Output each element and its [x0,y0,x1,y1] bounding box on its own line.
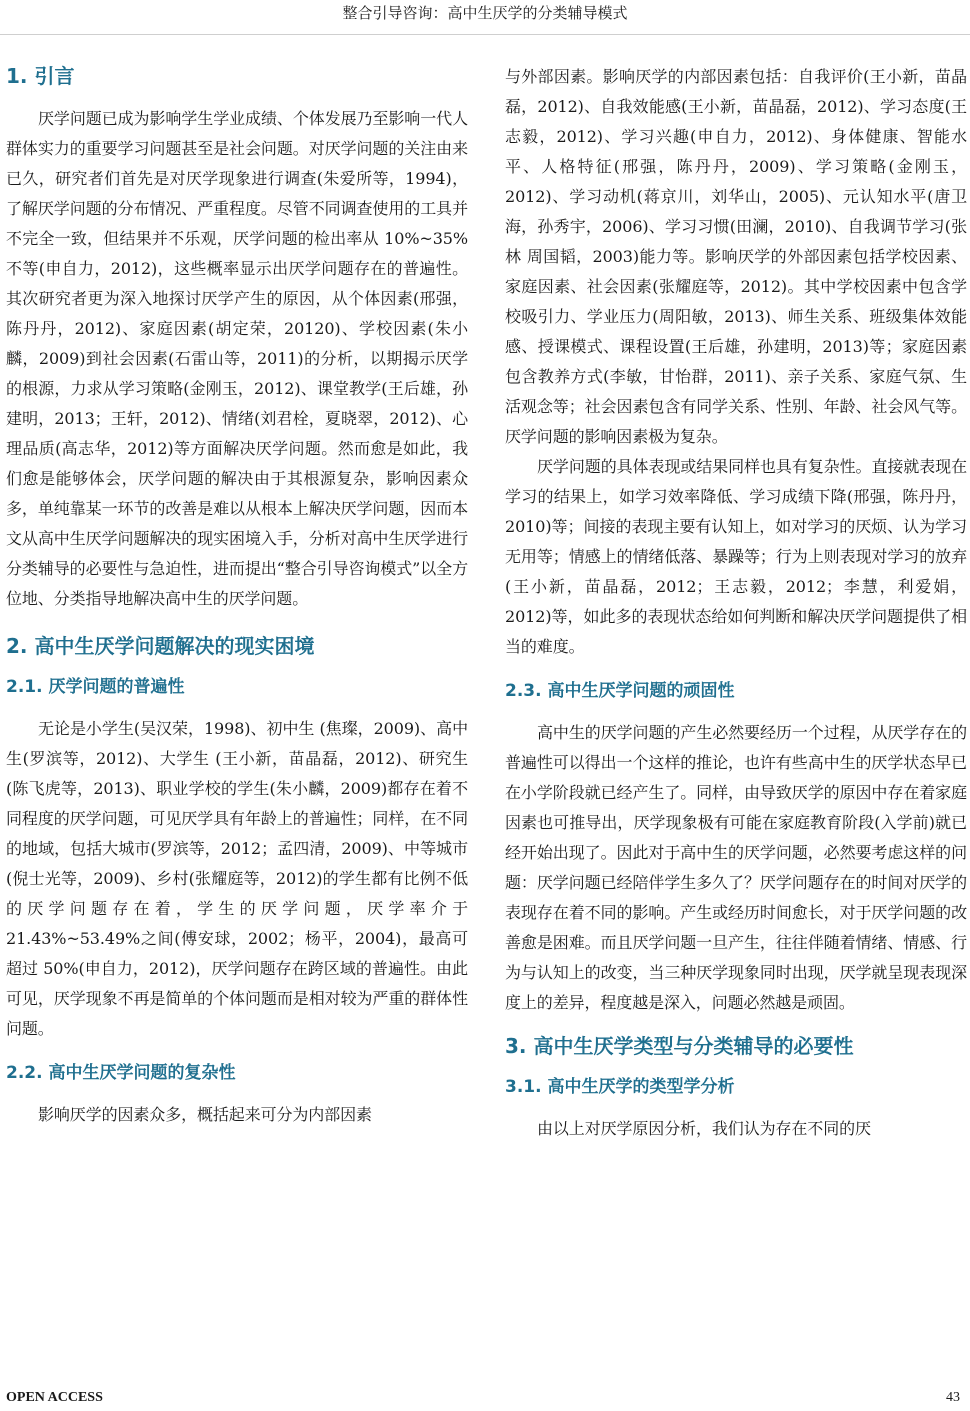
section-2-2-paragraph-start: 影响厌学的因素众多，概括起来可分为内部因素 [38,1105,372,1124]
journal-label: OPEN ACCESS [6,1390,103,1405]
section-2-2-paragraph-2: 厌学问题的具体表现或结果同样也具有复杂性。直接就表现在学习的结果上，如学习效率降低、学习成绩下降(邢强，陈丹丹，2010)等；间接的表现主要有认知上，如对学习的厌烦、认为学习无用等；情感上的情绪低落、暴躁等；行为上则表现对学习的放弃(王小新，苗晶磊，2012；王志毅，2012；李慧，利爱娟，2012)等，如此多的表现状态给如何判断和解决厌学问题提供了相当的难度。 [505,457,967,656]
section-2-2-heading: 2.2. 高中生厌学问题的复杂性 [6,1063,236,1083]
section-2-3-heading: 2.3. 高中生厌学问题的顽固性 [505,681,735,701]
section-3-heading: 3. 高中生厌学类型与分类辅导的必要性 [505,1034,854,1058]
section-1-paragraph: 厌学问题已成为影响学生学业成绩、个体发展乃至影响一代人群体实力的重要学习问题甚至是社会问题。对厌学问题的关注由来已久，研究者们首先是对厌学现象进行调查(朱爱所等，1994)，了解厌学问题的分布情况、严重程度。尽管不同调查使用的工具并不完全一致，但结果并不乐观，厌学问题的检出率从 10%~35%不等(申自力，2012)，这些概率显示出厌学问题存在的普遍性。其次研究者更为深入地探讨厌学产生的原因，从个体因素(邢强，陈丹丹，2012)、家庭因素(胡定荣，20120)、学校因素(朱小麟，2009)到社会因素(石雷山等，2011)的分析，以期揭示厌学的根源，力求从学习策略(金刚玉，2012)、课堂教学(王后雄，孙建明，2013；王轩，2012)、情绪(刘君栓，夏晓翠，2012)、心理品质(高志华，2012)等方面解决厌学问题。然而愈是如此，我们愈是能够体会，厌学问题的解决由于其根源复杂，影响因素众多，单纯靠某一环节的改善是难以从根本上解决厌学问题，因而本文从高中生厌学问题解决的现实困境入手，分析对高中生厌学进行分类辅导的必要性与急迫性，进而提出“整合引导咨询模式”以全方位地、分类指导地解决高中生的厌学问题。 [6,109,468,608]
section-2-2-paragraph-continued: 与外部因素。影响厌学的内部因素包括：自我评价(王小新，苗晶磊，2012)、自我效能感(王小新，苗晶磊，2012)、学习态度(王志毅，2012)、学习兴趣(申自力，2012)、身体健康、智能水平、人格特征(邢强，陈丹丹，2009)、学习策略(金刚玉，2012)、学习动机(蒋京川，刘华山，2005)、元认知水平(唐卫海，孙秀宇，2006)、学习习惯(田澜，2010)、自我调节学习(张林 周国韬，2003)能力等。影响厌学的外部因素包括学校因素、家庭因素、社会因素(张耀庭等，2012)。其中学校因素中包含学校吸引力、学业压力(周阳敏，2013)、师生关系、班级集体效能感、授课模式、课程设置(王后雄，孙建明，2013)等；家庭因素包含教养方式(李敏，甘怡群，2011)、亲子关系、家庭气氛、生活观念等；社会因素包含有同学关系、性别、年龄、社会风气等。厌学问题的影响因素极为复杂。 [505,67,967,446]
left-column [6,50,468,1130]
section-1-heading: 1. 引言 [6,64,75,88]
section-3-1-paragraph-start: 由以上对厌学原因分析，我们认为存在不同的厌 [537,1119,871,1138]
section-3-1-heading: 3.1. 高中生厌学的类型学分析 [505,1077,735,1097]
running-header [0,0,970,35]
section-2-1-paragraph: 无论是小学生(吴汉荣，1998)、初中生 (焦璨，2009)、高中生(罗滨等，2012)、大学生 (王小新，苗晶磊，2012)、研究生(陈飞虎等，2013)、职业学校的学生(朱小麟，2009)都存在着不同程度的厌学问题，可见厌学具有年龄上的普遍性；同样，在不同的地域，包括大城市(罗滨等，2012；孟四清，2009)、中等城市(倪士光等，2009)、乡村(张耀庭等，2012)的学生都有比例不低的厌学问题存在着，学生的厌学问题，厌学率介于 21.43%~53.49%之间(傅安球，2002；杨平，2004)，最高可超过 50%(申自力，2012)，厌学问题存在跨区域的普遍性。由此可见，厌学现象不再是简单的个体问题而是相对较为严重的群体性问题。 [6,719,468,1038]
page-footer [6,1390,960,1410]
page-number: 43 [946,1390,960,1405]
section-2-1-heading: 2.1. 厌学问题的普遍性 [6,677,185,697]
section-2-3-paragraph: 高中生的厌学问题的产生必然要经历一个过程，从厌学存在的普遍性可以得出一个这样的推论，也许有些高中生的厌学状态早已在小学阶段就已经产生了。同样，由导致厌学的原因中存在着家庭因素也可推导出，厌学现象极有可能在家庭教育阶段(入学前)就已经开始出现了。因此对于高中生的厌学问题，必然要考虑这样的问题：厌学问题已经陪伴学生多久了？厌学问题存在的时间对厌学的表现存在着不同的影响。产生或经历时间愈长，对于厌学问题的改善愈是困难。而且厌学问题一旦产生，往往伴随着情绪、情感、行为与认知上的改变，当三种厌学现象同时出现，厌学就呈现表现深度上的差异，程度越是深入，问题必然越是顽固。 [505,723,967,1012]
right-column [505,62,967,1144]
section-2-heading: 2. 高中生厌学问题解决的现实困境 [6,634,315,658]
running-header-title: 整合引导咨询：高中生厌学的分类辅导模式 [342,4,628,22]
